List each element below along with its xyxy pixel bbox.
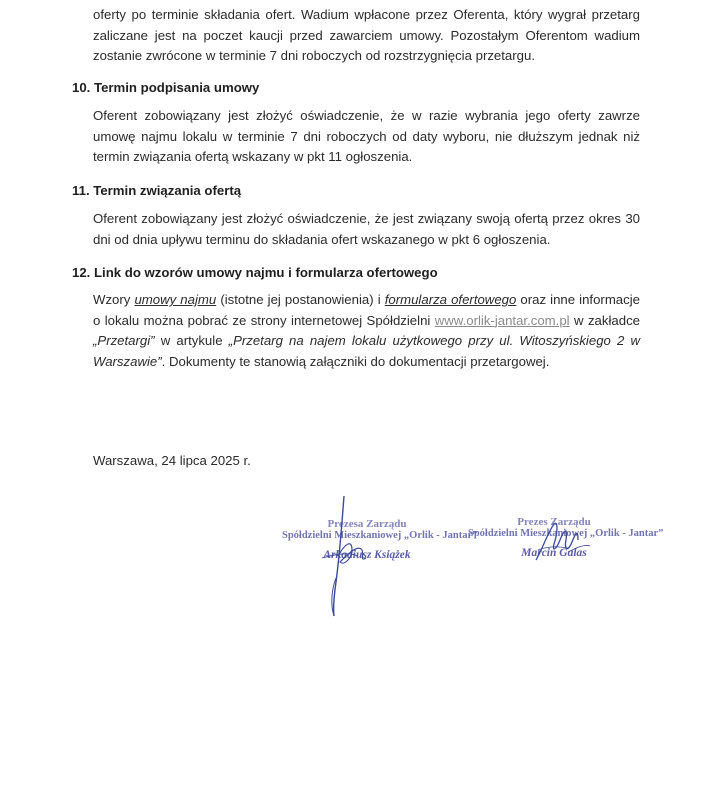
website-link[interactable]: www.orlik-jantar.com.pl	[434, 312, 570, 328]
section-12-paragraph	[93, 290, 640, 372]
section-9-paragraph	[93, 5, 640, 67]
text-line: umowę najmu lokalu w terminie 7 dni roboczych od daty wyboru, nie dłuższym jednak niż	[93, 128, 640, 144]
stamp-org: Spółdzielni Mieszkaniowej „Orlik - Jantar”	[468, 528, 664, 539]
text-line: zaliczane jest na poczet kaucji przed zawarciem umowy. Pozostałym Oferentom wadium	[93, 27, 640, 43]
text-line: termin związania ofertą wskazany w pkt 11 ogłoszenia.	[93, 149, 413, 165]
text-line: dni od dnia upływu terminu do składania ofert wskazanego w pkt 6 ogłoszenia.	[93, 231, 551, 247]
stamp-title: Prezes Zarządu	[517, 516, 591, 528]
stamp-title: Prezesa Zarządu	[327, 518, 407, 530]
signature-left	[300, 492, 410, 620]
umowy-najmu-link[interactable]: umowy najmu	[134, 292, 217, 307]
text-span: oraz inne informacje o lokalu można pobrać ze strony internetowej Spółdzielni	[93, 292, 640, 328]
section-11-heading: 11. Termin związania ofertą	[72, 183, 242, 198]
text-line: Oferent zobowiązany jest złożyć oświadczenie, że w razie wybrania jego oferty zawrze	[93, 108, 640, 123]
text-line: zostanie zwrócone w terminie 7 dni roboczych od rozstrzygnięcia przetargu.	[93, 48, 535, 64]
formularz-ofertowy-link[interactable]: formularza ofertowego	[384, 292, 517, 307]
section-10-paragraph	[93, 106, 640, 168]
stamp-name: Marcin Galas	[521, 547, 587, 559]
text-span: (istotne jej postanowienia) i	[216, 292, 385, 307]
text-line: oferty po terminie składania ofert. Wadium wpłacone przez Oferenta, który wygrał przetarg	[93, 7, 640, 22]
text-span: . Dokumenty te stanowią załączniki do dokumentacji przetargowej.	[161, 353, 550, 369]
text-span: w artykule	[154, 333, 229, 349]
stamp-name: Arkadiusz Książek	[323, 549, 411, 561]
text-span: Wzory	[93, 292, 135, 307]
text-line: Oferent zobowiązany jest złożyć oświadczenie, że jest związany swoją ofertą przez okres 30	[93, 211, 640, 226]
text-span: w zakładce	[569, 312, 640, 328]
signature-right	[528, 510, 598, 570]
stamp-org: Spółdzielni Mieszkaniowej „Orlik - Jantar”	[282, 530, 478, 541]
section-11-paragraph	[93, 209, 640, 250]
article-title: „Przetarg na najem lokalu użytkowego przy ul. Witoszyńskiego 2 w Warszawie”	[93, 333, 640, 369]
tab-name: „Przetargi”	[93, 333, 155, 349]
section-12-heading: 12. Link do wzorów umowy najmu i formularza ofertowego	[72, 265, 438, 280]
section-10-heading: 10. Termin podpisania umowy	[72, 80, 260, 95]
place-date: Warszawa, 24 lipca 2025 r.	[93, 453, 251, 468]
